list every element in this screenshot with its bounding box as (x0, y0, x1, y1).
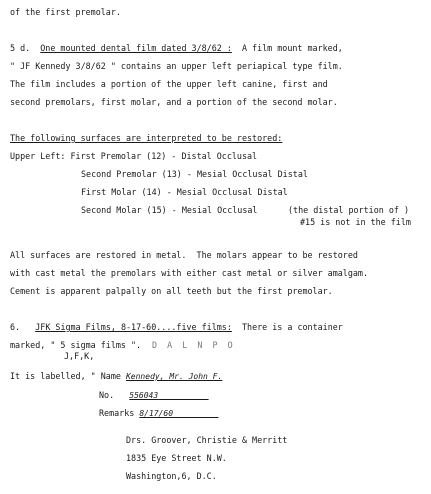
no-label: No. (99, 390, 115, 400)
row-note: (the distal portion of ) (288, 205, 410, 215)
label-line (10, 371, 222, 382)
no-line (99, 390, 209, 401)
text-line: J,F,K, (64, 351, 95, 361)
text-line: of the first premolar. (10, 7, 121, 17)
address-line: Washington,6, D.C. (126, 471, 217, 481)
item-number: 5 d. (10, 43, 31, 53)
text-line: second premolars, first molar, and a portion of the second molar. (10, 97, 338, 107)
text-line: The film includes a portion of the upper left canine, first and (10, 79, 328, 89)
text-line: " JF Kennedy 3/8/62 " contains an upper left periapical type film. (10, 61, 343, 71)
surface-row: Second Premolar (13) - Mesial Occlusal Distal (81, 169, 308, 179)
item-5d-line1 (10, 43, 343, 53)
text-line: All surfaces are restored in metal. The molars appear to be restored (10, 250, 358, 260)
text-line: with cast metal the premolars with either cast metal or silver amalgam. (10, 268, 368, 278)
remarks-label: Remarks (99, 408, 135, 418)
surface-row: First Molar (14) - Mesial Occlusal Distal (81, 187, 288, 197)
item-title: One mounted dental film dated 3/8/62 : (40, 43, 232, 53)
surface-row (10, 151, 257, 161)
section-heading: The following surfaces are interpreted to be restored: (10, 133, 283, 143)
text-fragment: It is labelled, " Name (10, 371, 121, 381)
remarks-value: 8/17/60 (139, 409, 174, 418)
address-line: Drs. Groover, Christie & Merritt (126, 435, 288, 445)
item-6-line1 (10, 322, 343, 332)
row-note: #15 is not in the film (300, 217, 411, 227)
text-fragment: A film mount marked, (241, 43, 343, 53)
surface-row: Second Molar (15) - Mesial Occlusal (81, 205, 258, 215)
text-line: marked, " 5 sigma films ". (10, 340, 142, 350)
text-line: Cement is apparent palpally on all teeth but the first premolar. (10, 286, 333, 296)
item-number: 6. (10, 322, 21, 332)
text-fragment: There is a container (241, 322, 343, 332)
no-value: 556043 (129, 391, 159, 400)
row-label: Upper Left: (10, 151, 66, 161)
address-line: 1835 Eye Street N.W. (126, 453, 227, 463)
item-title: JFK Sigma Films, 8-17-60....five films: (35, 322, 232, 332)
name-value: Kennedy, Mr. John F. (125, 372, 223, 381)
row-text: First Premolar (12) - Distal Occlusal (70, 151, 258, 161)
faint-text: D A L N P O (152, 340, 233, 350)
remarks-line (99, 408, 218, 419)
